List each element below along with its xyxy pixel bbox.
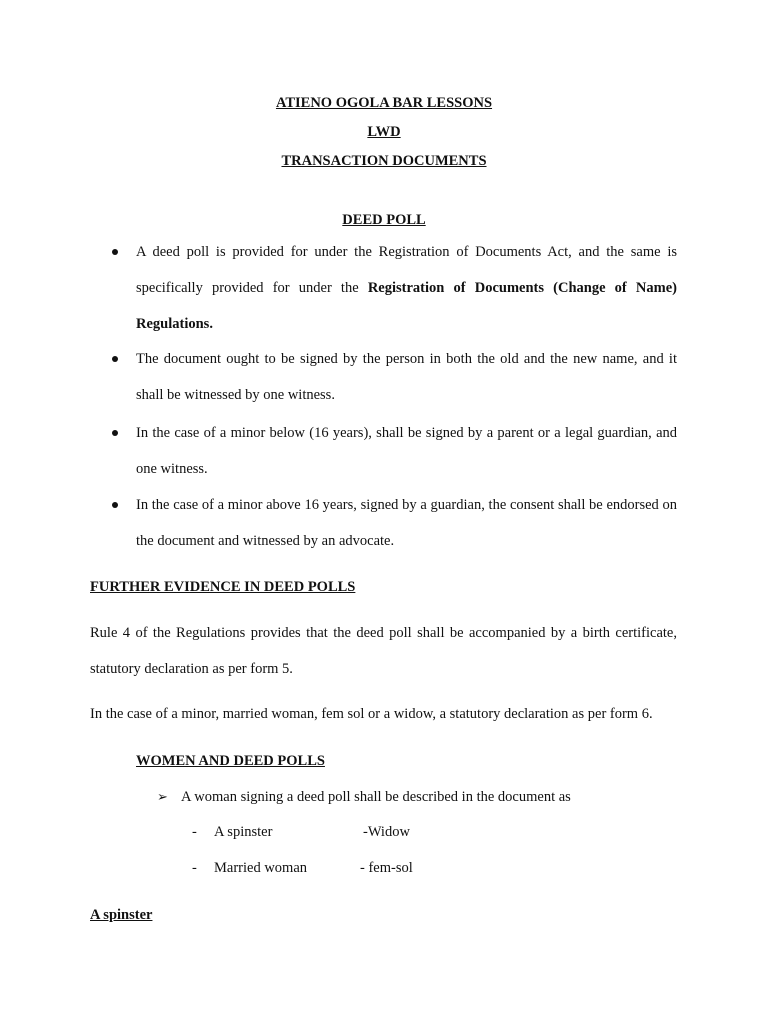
document-title-course: LWD	[367, 124, 401, 140]
section-heading-further-evidence: FURTHER EVIDENCE IN DEED POLLS	[90, 579, 356, 595]
bullet-text: A deed poll is provided for under the Registration of Documents Act, and the same is specifically provided for under the	[136, 244, 677, 296]
option-married-woman: Married woman	[214, 860, 308, 876]
bullet-point	[112, 249, 118, 255]
bullet-item: In the case of a minor above 16 years, signed by a guardian, the consent shall be endorsed on the document and witnessed by an advocate.	[136, 497, 677, 549]
document-title-topic: TRANSACTION DOCUMENTS	[281, 153, 487, 169]
paragraph-minor-declaration: In the case of a minor, married woman, fem sol or a widow, a statutory declaration as per form 6.	[90, 706, 653, 722]
paragraph-rule-4: Rule 4 of the Regulations provides that the deed poll shall be accompanied by a birth certificate, statutory declaration as per form 5.	[90, 625, 677, 677]
dash-bullet: -	[192, 860, 197, 876]
bullet-item: The document ought to be signed by the person in both the old and the new name, and it shall be witnessed by one witness.	[136, 351, 677, 403]
bullet-point	[112, 356, 118, 362]
arrow-bullet-icon: ➢	[157, 789, 168, 804]
bullet-item	[136, 234, 677, 342]
regulation-name: Registration of Documents (Change of Name) Regulations.	[136, 280, 677, 332]
document-title-author: ATIENO OGOLA BAR LESSONS	[275, 95, 493, 111]
dash-bullet: -	[192, 824, 197, 840]
arrow-item: A woman signing a deed poll shall be described in the document as	[181, 789, 571, 805]
bullet-point	[112, 430, 118, 436]
option-spinster: A spinster	[214, 824, 273, 840]
option-fem-sol: - fem-sol	[360, 860, 413, 876]
section-heading-spinster: A spinster	[90, 907, 153, 923]
bullet-item: In the case of a minor below (16 years), shall be signed by a parent or a legal guardian, and one witness.	[136, 425, 677, 477]
option-widow: -Widow	[363, 824, 410, 840]
section-heading-women: WOMEN AND DEED POLLS	[136, 753, 325, 769]
bullet-point	[112, 502, 118, 508]
section-heading-deed-poll: DEED POLL	[342, 212, 426, 228]
